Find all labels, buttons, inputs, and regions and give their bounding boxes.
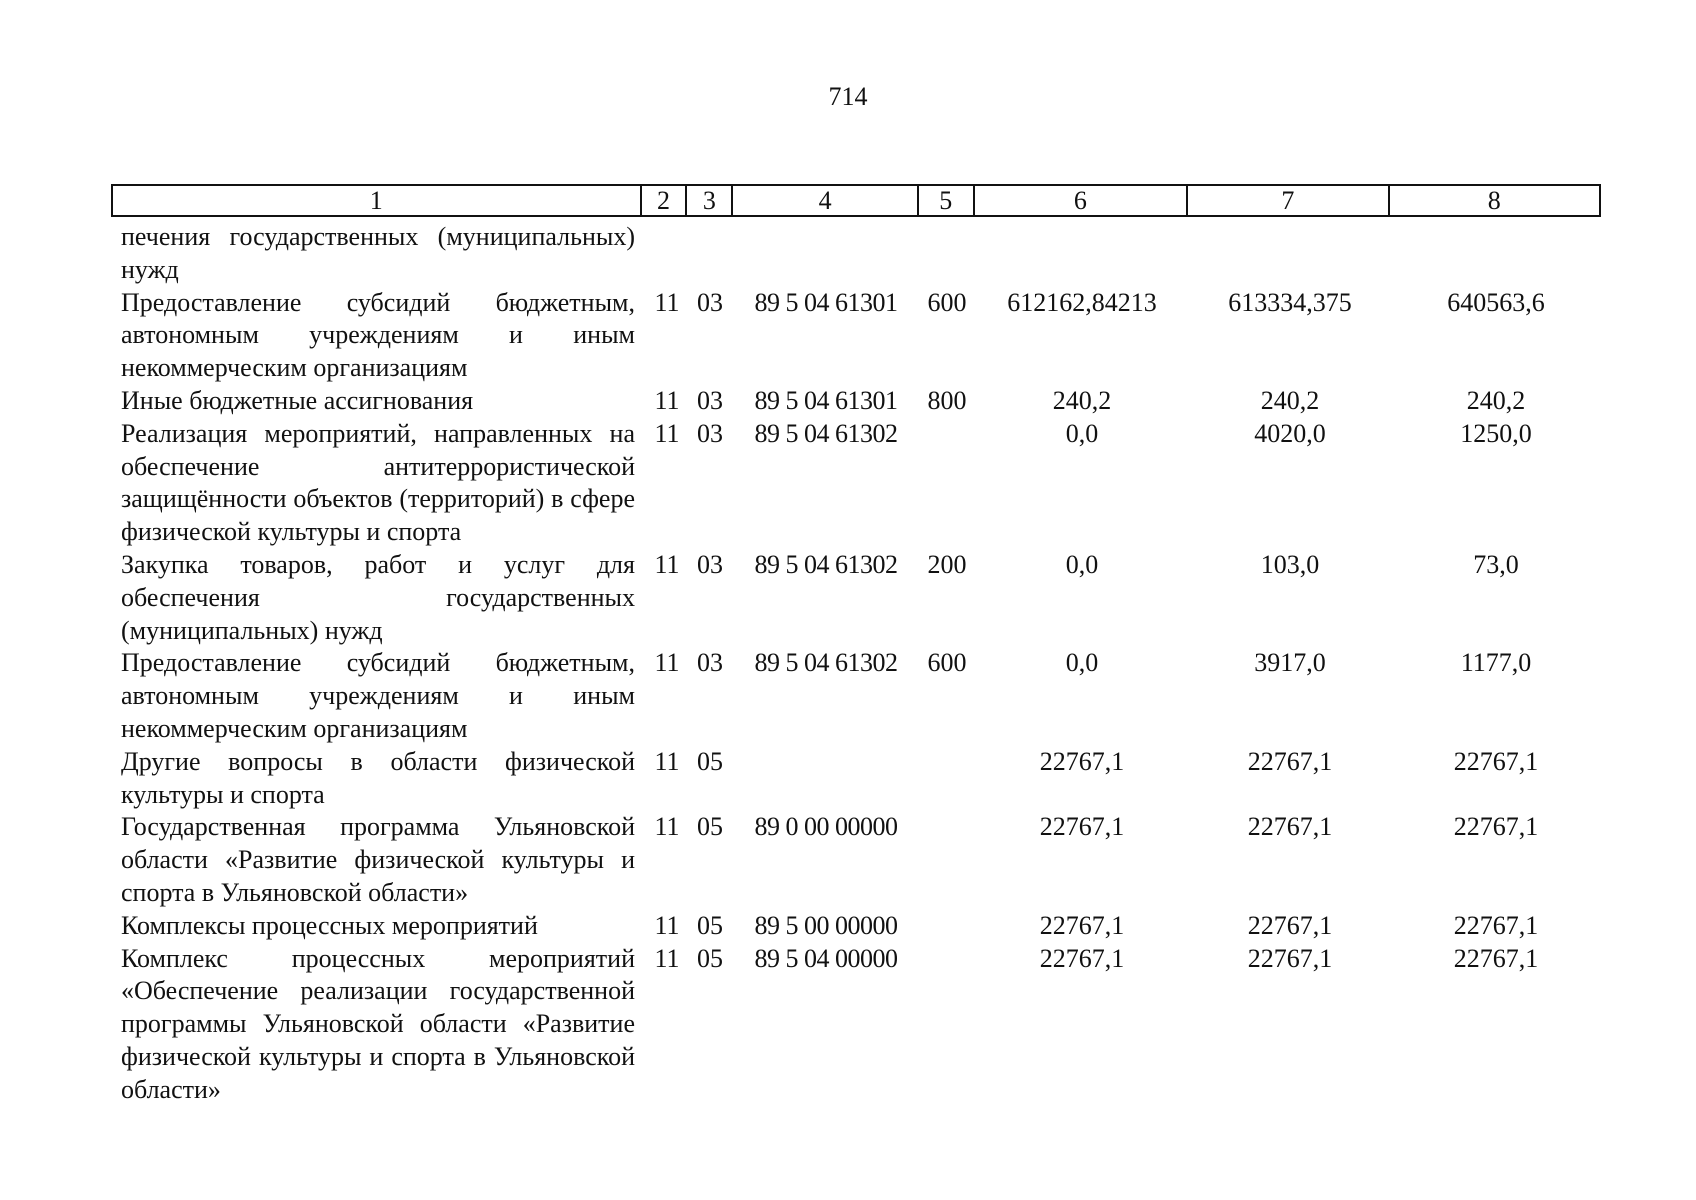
- table-row: [111, 385, 1601, 418]
- row-section: 11: [654, 943, 680, 973]
- row-description: Предоставление субсидий бюджетным, автономным учреждениям и иным некоммерческим организациям: [121, 287, 635, 383]
- row-description: Закупка товаров, работ и услуг для обеспечения государственных (муниципальных) нужд: [121, 549, 635, 645]
- row-target-article: 89 5 04 61302: [754, 648, 898, 678]
- row-subsection: 03: [697, 287, 723, 317]
- row-description: Государственная программа Ульяновской области «Развитие физической культуры и спорта в Ульяновской области»: [121, 812, 635, 907]
- table-row: [111, 943, 1601, 1107]
- row-amount-col7: 4020,0: [1254, 418, 1326, 448]
- table-row: [111, 811, 1601, 909]
- table-body: [111, 221, 1601, 1107]
- table-row: [111, 746, 1601, 812]
- row-amount-col8: 22767,1: [1453, 812, 1539, 842]
- row-section: 11: [654, 648, 680, 678]
- row-amount-col8: 22767,1: [1453, 746, 1539, 776]
- header-col-5: 5: [919, 186, 975, 215]
- row-description: Реализация мероприятий, направленных на обеспечение антитеррористической защищённости объектов (территорий) в сфере физической культуры и спорта: [121, 418, 635, 547]
- table-header: [111, 184, 1601, 217]
- row-subsection: 03: [697, 385, 723, 415]
- row-target-article: 89 5 00 00000: [754, 910, 898, 940]
- table-row: [111, 287, 1601, 385]
- row-amount-col7: 613334,375: [1228, 287, 1352, 317]
- row-amount-col6: 22767,1: [1039, 943, 1125, 973]
- row-section: 11: [654, 910, 680, 940]
- row-target-article: 89 0 00 00000: [754, 812, 898, 842]
- table-row: [111, 418, 1601, 549]
- header-col-8: 8: [1487, 186, 1501, 215]
- row-amount-col8: 640563,6: [1447, 287, 1545, 317]
- row-amount-col7: 22767,1: [1247, 812, 1333, 842]
- header-col-6: 6: [975, 186, 1188, 215]
- row-section: 11: [654, 746, 680, 776]
- row-amount-col6: 612162,84213: [1007, 287, 1157, 317]
- row-section: 11: [654, 549, 680, 579]
- row-amount-col7: 103,0: [1260, 549, 1320, 579]
- row-target-article: 89 5 04 61301: [754, 385, 898, 415]
- row-amount-col6: 22767,1: [1039, 812, 1125, 842]
- table-row: [111, 910, 1601, 943]
- row-subsection: 03: [697, 418, 723, 448]
- row-subsection: 03: [697, 549, 723, 579]
- row-amount-col7: 22767,1: [1247, 943, 1333, 973]
- row-amount-col7: 22767,1: [1247, 910, 1333, 940]
- row-amount-col6: 0,0: [1065, 648, 1099, 678]
- row-section: 11: [654, 812, 680, 842]
- row-subsection: 05: [697, 910, 723, 940]
- row-description: печения государственных (муниципальных) нужд: [121, 222, 635, 284]
- row-amount-col8: [1391, 221, 1601, 287]
- row-amount-col7: 240,2: [1260, 385, 1320, 415]
- row-amount-col6: 22767,1: [1039, 746, 1125, 776]
- row-expense-type: 200: [927, 549, 967, 579]
- row-amount-col7: 3917,0: [1254, 648, 1326, 678]
- row-section: 11: [654, 287, 680, 317]
- row-expense-type: [919, 910, 975, 943]
- row-subsection: 05: [697, 746, 723, 776]
- row-subsection: 05: [697, 943, 723, 973]
- row-amount-col7: 22767,1: [1247, 746, 1333, 776]
- row-expense-type: [919, 221, 975, 287]
- row-expense-type: 600: [927, 287, 967, 317]
- row-amount-col8: 1250,0: [1460, 418, 1532, 448]
- row-amount-col8: 22767,1: [1453, 943, 1539, 973]
- row-description: Предоставление субсидий бюджетным, автономным учреждениям и иным некоммерческим организациям: [121, 648, 635, 743]
- row-target-article: 89 5 04 61302: [754, 549, 898, 579]
- header-col-7: 7: [1188, 186, 1389, 215]
- row-expense-type: [919, 418, 975, 549]
- row-amount-col8: 73,0: [1473, 549, 1519, 579]
- row-subsection: [687, 221, 733, 287]
- row-target-article: [733, 221, 919, 287]
- row-description: Другие вопросы в области физической культуры и спорта: [121, 746, 635, 809]
- header-col-3: 3: [687, 186, 733, 215]
- row-section: 11: [654, 385, 680, 415]
- row-section: 11: [654, 418, 680, 448]
- row-amount-col8: 22767,1: [1453, 910, 1539, 940]
- row-description: Иные бюджетные ассигнования: [121, 385, 474, 415]
- header-col-4: 4: [733, 186, 919, 215]
- row-subsection: 03: [697, 648, 723, 678]
- row-amount-col6: 22767,1: [1039, 910, 1125, 940]
- page-number: 714: [828, 82, 868, 111]
- row-target-article: 89 5 04 00000: [754, 943, 898, 973]
- row-section: [641, 221, 687, 287]
- header-col-2: 2: [642, 186, 688, 215]
- row-amount-col6: 0,0: [1065, 418, 1099, 448]
- table-row: [111, 647, 1601, 745]
- row-amount-col6: 0,0: [1065, 549, 1099, 579]
- table-row: [111, 221, 1601, 287]
- row-expense-type: [919, 746, 975, 812]
- row-amount-col6: [975, 221, 1189, 287]
- row-amount-col8: 1177,0: [1460, 648, 1532, 678]
- row-target-article: 89 5 04 61302: [754, 418, 898, 448]
- row-description: Комплекс процессных мероприятий «Обеспечение реализации государственной программы Ульяновской области «Развитие физической культуры и спорта в Ульяновской области»: [121, 943, 635, 1104]
- table-row: [111, 549, 1601, 647]
- row-expense-type: 800: [927, 385, 967, 415]
- row-amount-col6: 240,2: [1052, 385, 1112, 415]
- row-expense-type: [919, 811, 975, 909]
- row-amount-col8: 240,2: [1466, 385, 1526, 415]
- row-description: Комплексы процессных мероприятий: [121, 910, 538, 940]
- row-subsection: 05: [697, 812, 723, 842]
- row-target-article: [733, 746, 919, 812]
- header-col-1: 1: [113, 186, 642, 215]
- row-amount-col7: [1189, 221, 1391, 287]
- row-expense-type: 600: [927, 648, 967, 678]
- row-expense-type: [919, 943, 975, 1107]
- row-target-article: 89 5 04 61301: [754, 287, 898, 317]
